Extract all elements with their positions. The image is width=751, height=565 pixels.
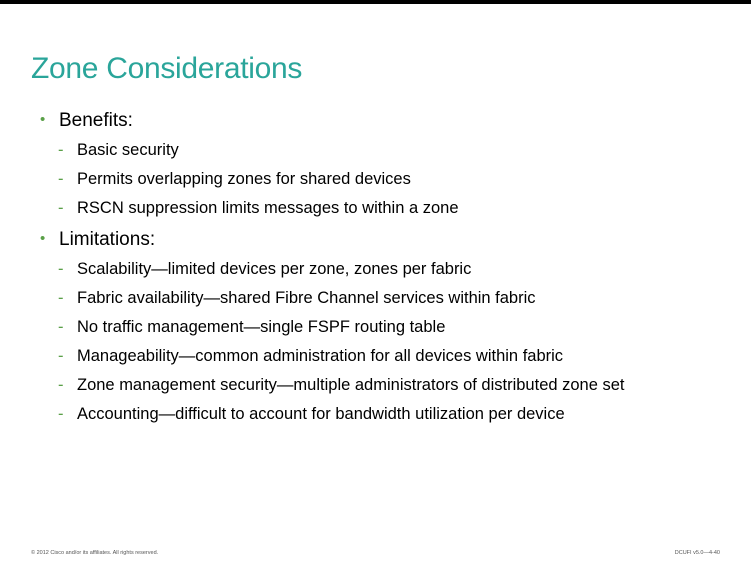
list-item-text: Zone management security—multiple administrators of distributed zone set xyxy=(77,376,625,394)
list-item-text: Scalability—limited devices per zone, zones per fabric xyxy=(77,260,472,278)
dash-icon: - xyxy=(58,199,64,217)
list-item-text: Manageability—common administration for all devices within fabric xyxy=(77,347,564,365)
list-item xyxy=(58,318,445,337)
copyright-footer: © 2012 Cisco and/or its affiliates. All rights reserved. xyxy=(31,550,159,556)
list-item xyxy=(58,405,565,424)
section-heading: Benefits: xyxy=(59,110,133,131)
slide-title: Zone Considerations xyxy=(31,52,303,85)
dash-icon: - xyxy=(58,170,64,188)
list-item xyxy=(58,376,625,395)
list-item xyxy=(58,199,459,218)
bullet-benefits xyxy=(40,110,133,132)
list-item-text: No traffic management—single FSPF routing table xyxy=(77,318,446,336)
list-item xyxy=(58,347,563,366)
dash-icon: - xyxy=(58,260,64,278)
dash-icon: - xyxy=(58,347,64,365)
bullet-limitations xyxy=(40,229,155,251)
list-item-text: Permits overlapping zones for shared devices xyxy=(77,170,411,188)
page-number-footer: DCUFI v5.0—4-40 xyxy=(674,550,720,556)
list-item-text: Accounting—difficult to account for bandwidth utilization per device xyxy=(77,405,565,423)
list-item xyxy=(58,170,411,189)
dash-icon: - xyxy=(58,289,64,307)
dash-icon: - xyxy=(58,376,64,394)
list-item-text: RSCN suppression limits messages to within a zone xyxy=(77,199,459,217)
top-border xyxy=(0,0,751,4)
list-item-text: Basic security xyxy=(77,141,179,159)
list-item xyxy=(58,260,471,279)
dash-icon: - xyxy=(58,141,64,159)
section-heading: Limitations: xyxy=(59,229,156,250)
dash-icon: - xyxy=(58,318,64,336)
bullet-icon: • xyxy=(40,230,46,247)
list-item-text: Fabric availability—shared Fibre Channel services within fabric xyxy=(77,289,536,307)
dash-icon: - xyxy=(58,405,64,423)
list-item xyxy=(58,289,536,308)
bullet-icon: • xyxy=(40,111,46,128)
list-item xyxy=(58,141,179,160)
